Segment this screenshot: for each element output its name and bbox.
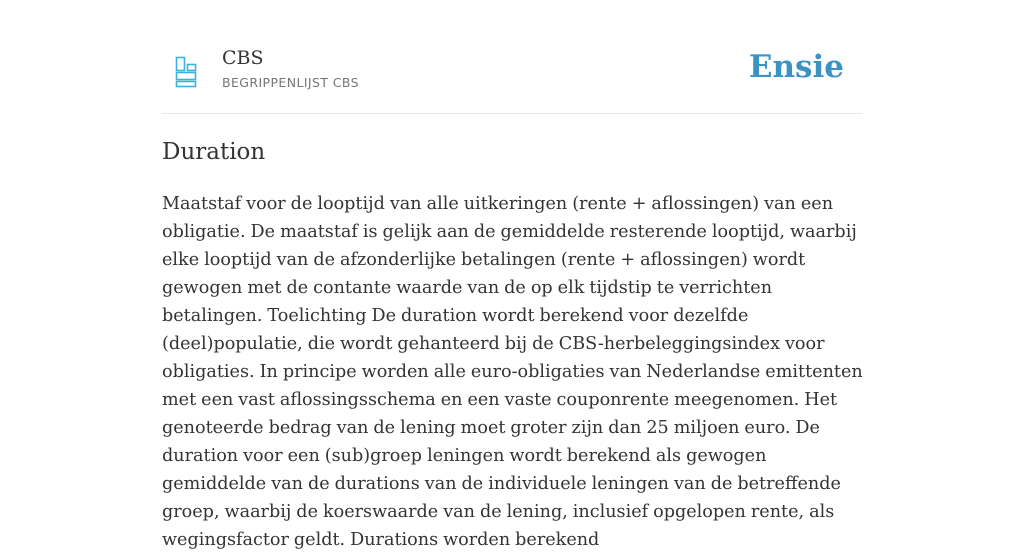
ensie-brand-logo[interactable]: Ensie [748,49,844,85]
header [162,0,862,114]
org-name[interactable]: CBS [222,47,264,69]
glossary-subtitle[interactable]: BEGRIPPENLIJST CBS [222,75,359,90]
term-definition: Maatstaf voor de looptijd van alle uitkeringen (rente + aflossingen) van een obligatie. De maatstaf is gelijk aan de gemiddelde resterende looptijd, waarbij elke looptijd van de afzonderlijke betalingen (rente + aflossingen) wordt gewogen met de contante waarde van de op elk tijdstip te verrichten betalingen. Toelichting De duration wordt berekend voor dezelfde (deel)populatie, die wordt gehanteerd bij de CBS-herbeleggingsindex voor obligaties. In principe worden alle euro-obligaties van Nederlandse emittenten met een vast aflossingsschema en een vaste couponrente meegenomen. Het genoteerde bedrag van de lening moet groter zijn dan 25 miljoen euro. De duration voor een (sub)groep leningen wordt berekend als gewogen gemiddelde van de durations van de individuele leningen van de betreffende groep, waarbij de koerswaarde van de lening, inclusief opgelopen rente, als wegingsfactor geldt. Durations worden berekend [162,194,863,550]
term-title: Duration [162,139,266,165]
cbs-logo-icon[interactable] [175,56,197,88]
